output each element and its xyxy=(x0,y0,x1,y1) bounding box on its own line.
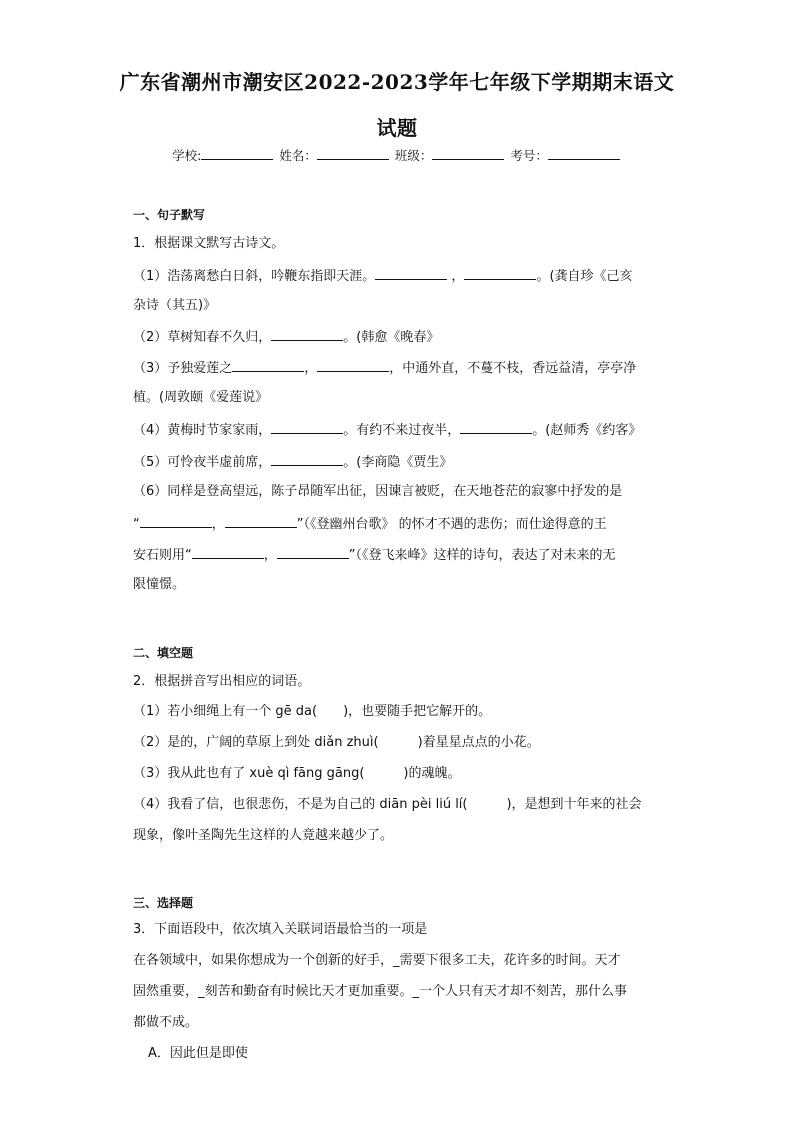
question-1-item-6: （6）同样是登高望远，陈子昂随军出征，因谏言被贬，在天地苍茫的寂寥中抒发的是 xyxy=(133,484,623,499)
question-1-item-5: （5）可怜夜半虚前席， 。(李商隐《贾生》 xyxy=(133,455,453,470)
answer-blank[interactable] xyxy=(460,421,532,434)
document-title-line2: 试题 xyxy=(376,116,418,140)
answer-blank[interactable] xyxy=(277,546,349,559)
question-1-stem: 1．根据课文默写古诗文。 xyxy=(133,236,285,251)
answer-blank[interactable] xyxy=(225,515,297,528)
class-blank[interactable] xyxy=(432,147,504,160)
question-1-item-4: （4）黄梅时节家家雨， 。有约不来过夜半， 。(赵师秀《约客》 xyxy=(133,423,642,438)
answer-blank[interactable] xyxy=(232,359,304,372)
name-blank[interactable] xyxy=(317,147,389,160)
name-label: 姓名： xyxy=(279,148,317,163)
school-blank[interactable] xyxy=(201,147,273,160)
question-3-passage-line2: 固然重要，_刻苦和勤奋有时候比天才更加重要。_一个人只有天才却不刻苦，那什么事 xyxy=(133,984,628,999)
class-label: 班级： xyxy=(394,148,433,163)
answer-blank[interactable] xyxy=(317,359,389,372)
document-title-line1: 广东省潮州市潮安区2022-2023学年七年级下学期期末语文 xyxy=(119,70,675,94)
question-3-stem: 3．下面语段中，依次填入关联词语最恰当的一项是 xyxy=(133,922,428,937)
question-2-item-1: （1）若小细绳上有一个 gē da( )，也要随手把它解开的。 xyxy=(133,704,492,719)
answer-blank[interactable] xyxy=(192,546,264,559)
question-2-item-2: （2）是的，广阔的草原上到处 diǎn zhuì( )着星星点点的小花。 xyxy=(133,735,540,750)
question-1-item-3-cont: 植。(周敦颐《爱莲说》 xyxy=(133,390,269,405)
answer-blank[interactable] xyxy=(140,515,212,528)
question-1-item-2: （2）草树知春不久归， 。(韩愈《晚春》 xyxy=(133,330,440,345)
question-2-item-3: （3）我从此也有了 xuè qì fāng gāng( )的魂魄。 xyxy=(133,766,461,781)
answer-blank[interactable] xyxy=(271,328,343,341)
question-2-stem: 2．根据拼音写出相应的词语。 xyxy=(133,674,311,689)
answer-blank[interactable] xyxy=(375,267,447,280)
section-heading-2: 二、填空题 xyxy=(133,646,194,660)
exam-no-blank[interactable] xyxy=(548,147,620,160)
answer-blank[interactable] xyxy=(464,267,536,280)
answer-blank[interactable] xyxy=(271,453,343,466)
question-1-item-1: （1）浩荡离愁白日斜，吟鞭东指即天涯。 ， 。(龚自珍《己亥 xyxy=(133,269,633,284)
exam-no-label: 考号： xyxy=(510,148,548,163)
question-3-passage-line3: 都做不成。 xyxy=(133,1015,199,1030)
section-heading-1: 一、句子默写 xyxy=(133,208,206,222)
question-2-item-4-cont: 现象，像叶圣陶先生这样的人竟越来越少了。 xyxy=(133,828,394,843)
section-heading-3: 三、选择题 xyxy=(133,896,194,910)
question-1-item-3: （3）予独爱莲之 ， ，中通外直，不蔓不枝，香远益清，亭亭净 xyxy=(133,361,637,376)
question-1-item-6-line3: 安石则用“ ， ”（《登飞来峰》这样的诗句，表达了对未来的无 xyxy=(133,548,616,563)
question-1-item-6-line4: 限憧憬。 xyxy=(133,577,186,592)
school-label: 学校: xyxy=(172,148,202,163)
student-info-row xyxy=(0,146,794,164)
question-3-passage-line1: 在各领域中，如果你想成为一个创新的好手，_需要下很多工夫，花许多的时间。天才 xyxy=(133,953,621,968)
question-1-item-1-cont: 杂诗（其五)》 xyxy=(133,298,217,313)
question-1-item-6-line2: “ ， ”（《登幽州台歌》 的怀才不遇的悲伤；而仕途得意的王 xyxy=(133,517,607,532)
answer-blank[interactable] xyxy=(271,421,343,434)
question-3-option-a[interactable]: A．因此但是即使 xyxy=(148,1046,248,1061)
question-2-item-4: （4）我看了信，也很悲伤，不是为自己的 diān pèi liú lí( )，是想到十年来的社会 xyxy=(133,797,642,812)
